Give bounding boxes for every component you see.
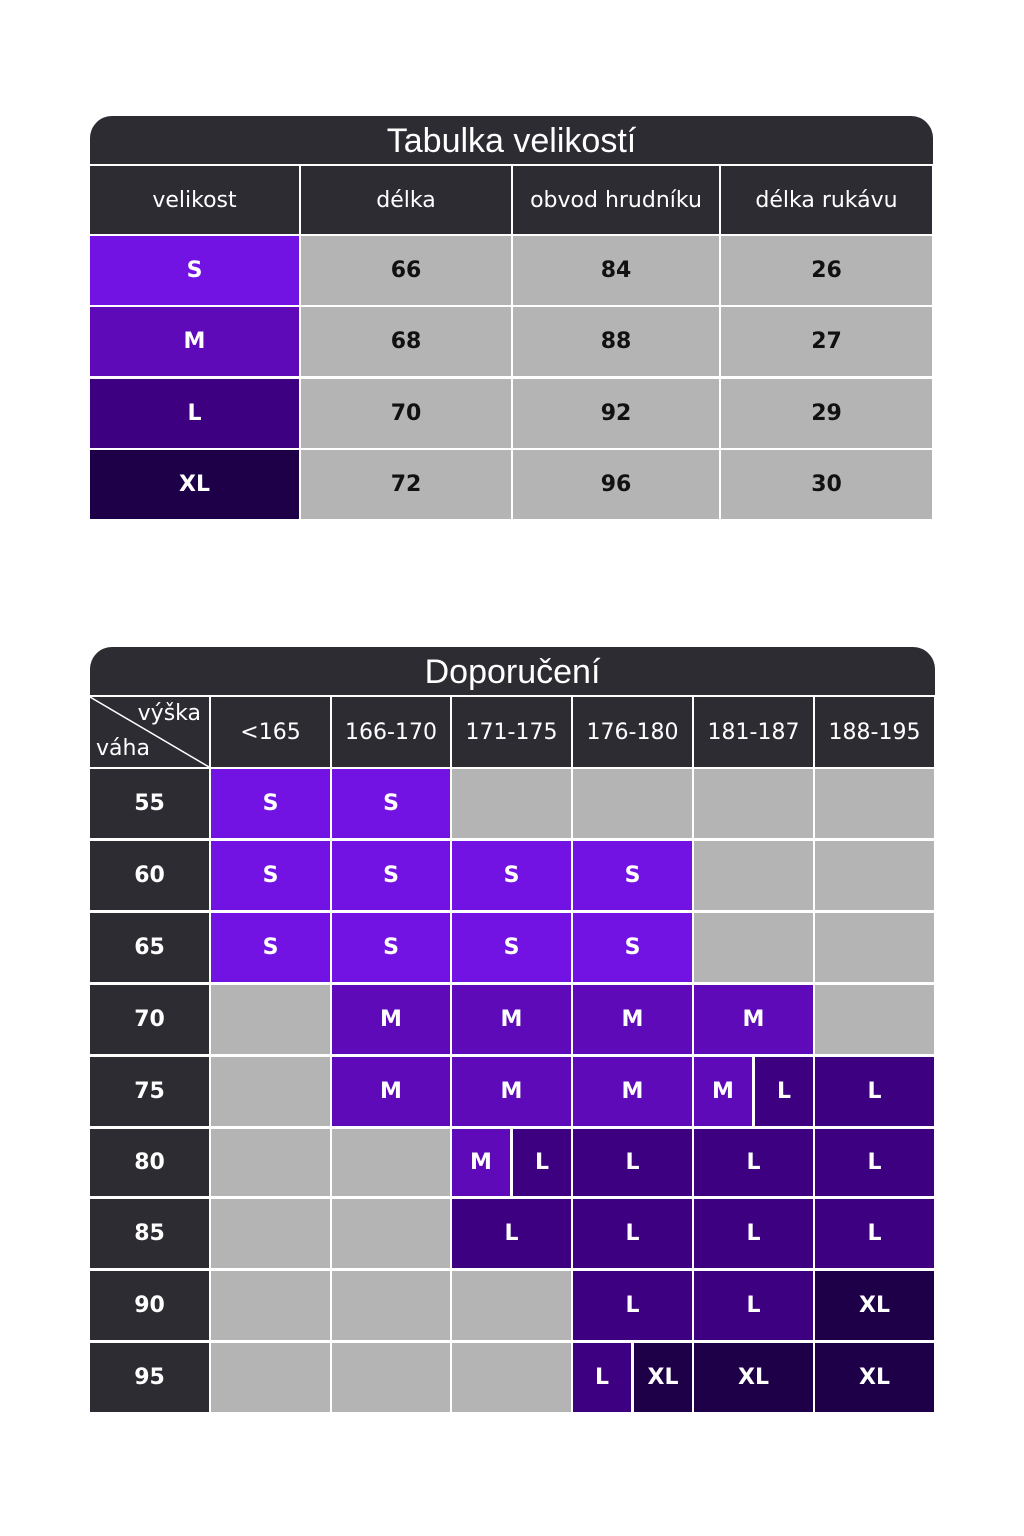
recommendation-cell: M	[452, 985, 571, 1054]
recommendation-cell: L	[452, 1199, 571, 1268]
weight-label-cell: 85	[90, 1199, 209, 1268]
recommendation-empty-cell	[332, 1129, 450, 1196]
size-table-value-cell: 84	[513, 236, 719, 305]
size-table-header-2: obvod hrudníku	[513, 166, 719, 234]
recommendation-cell: M	[573, 1057, 692, 1126]
height-header-5: 188-195	[815, 697, 934, 767]
recommendation-cell: L	[815, 1199, 934, 1268]
recommendation-split-part: M	[694, 1057, 752, 1126]
size-table-value-cell: 66	[301, 236, 511, 305]
recommendation-empty-cell	[211, 1343, 330, 1412]
recommendation-empty-cell	[211, 1271, 330, 1340]
recommendation-cell: L	[573, 1129, 692, 1196]
recommendation-empty-cell	[815, 913, 934, 982]
recommendation-split-cell	[573, 1343, 692, 1412]
height-header-2: 171-175	[452, 697, 571, 767]
weight-label-cell: 95	[90, 1343, 209, 1412]
size-table-value-cell: 88	[513, 307, 719, 376]
recommendation-empty-cell	[815, 985, 934, 1054]
recommendation-cell: L	[815, 1057, 934, 1126]
weight-label-cell: 55	[90, 769, 209, 838]
recommendation-cell: L	[573, 1271, 692, 1340]
height-header-3: 176-180	[573, 697, 692, 767]
recommendation-split-part: L	[513, 1129, 571, 1196]
recommendation-cell: S	[211, 841, 330, 910]
recommendation-cell: S	[452, 841, 571, 910]
size-table-title: Tabulka velikostí	[90, 116, 933, 164]
size-table-value-cell: 30	[721, 450, 932, 519]
recommendation-split-part: L	[755, 1057, 813, 1126]
recommendation-split-part: L	[573, 1343, 631, 1412]
weight-label-cell: 90	[90, 1271, 209, 1340]
recommendation-cell: L	[694, 1271, 813, 1340]
size-label-cell: S	[90, 236, 299, 305]
recommendation-split-part: XL	[634, 1343, 692, 1412]
recommendation-cell: L	[694, 1129, 813, 1196]
height-header-4: 181-187	[694, 697, 813, 767]
size-table-value-cell: 72	[301, 450, 511, 519]
recommendation-empty-cell	[332, 1199, 450, 1268]
recommendation-empty-cell	[815, 769, 934, 838]
recommendation-empty-cell	[211, 1129, 330, 1196]
recommendation-cell: M	[332, 1057, 450, 1126]
recommendation-cell: S	[211, 769, 330, 838]
size-table-header-0: velikost	[90, 166, 299, 234]
size-table-value-cell: 29	[721, 379, 932, 448]
recommendation-cell: L	[694, 1199, 813, 1268]
recommendation-empty-cell	[694, 841, 813, 910]
height-header-1: 166-170	[332, 697, 450, 767]
recommendation-cell: S	[452, 913, 571, 982]
corner-weight-label: váha	[96, 736, 150, 761]
size-table-value-cell: 70	[301, 379, 511, 448]
recommendation-title: Doporučení	[90, 647, 935, 695]
recommendation-cell: S	[573, 841, 692, 910]
recommendation-cell: S	[211, 913, 330, 982]
size-table-header-3: délka rukávu	[721, 166, 932, 234]
size-table-value-cell: 68	[301, 307, 511, 376]
corner-height-label: výška	[137, 701, 201, 726]
recommendation-cell: S	[332, 913, 450, 982]
size-table-value-cell: 92	[513, 379, 719, 448]
recommendation-empty-cell	[452, 1343, 571, 1412]
weight-label-cell: 60	[90, 841, 209, 910]
recommendation-cell: M	[694, 985, 813, 1054]
recommendation-empty-cell	[694, 913, 813, 982]
size-table-value-cell: 27	[721, 307, 932, 376]
weight-label-cell: 80	[90, 1129, 209, 1196]
recommendation-cell: M	[573, 985, 692, 1054]
recommendation-empty-cell	[573, 769, 692, 838]
recommendation-cell: M	[332, 985, 450, 1054]
size-label-cell: L	[90, 379, 299, 448]
recommendation-split-part: M	[452, 1129, 510, 1196]
recommendation-cell: XL	[815, 1271, 934, 1340]
recommendation-cell: M	[452, 1057, 571, 1126]
height-weight-corner	[90, 697, 209, 767]
recommendation-cell: S	[332, 841, 450, 910]
recommendation-split-cell	[452, 1129, 571, 1196]
recommendation-empty-cell	[211, 1199, 330, 1268]
recommendation-cell: L	[815, 1129, 934, 1196]
recommendation-empty-cell	[211, 985, 330, 1054]
recommendation-cell: XL	[815, 1343, 934, 1412]
recommendation-cell: L	[573, 1199, 692, 1268]
height-header-0: <165	[211, 697, 330, 767]
weight-label-cell: 70	[90, 985, 209, 1054]
recommendation-empty-cell	[452, 1271, 571, 1340]
size-label-cell: M	[90, 307, 299, 376]
weight-label-cell: 75	[90, 1057, 209, 1126]
recommendation-empty-cell	[332, 1343, 450, 1412]
recommendation-empty-cell	[694, 769, 813, 838]
recommendation-cell: XL	[694, 1343, 813, 1412]
recommendation-empty-cell	[332, 1271, 450, 1340]
recommendation-empty-cell	[815, 841, 934, 910]
size-table-value-cell: 96	[513, 450, 719, 519]
recommendation-empty-cell	[211, 1057, 330, 1126]
recommendation-cell: S	[332, 769, 450, 838]
size-table-header-1: délka	[301, 166, 511, 234]
recommendation-split-cell	[694, 1057, 813, 1126]
size-label-cell: XL	[90, 450, 299, 519]
weight-label-cell: 65	[90, 913, 209, 982]
recommendation-empty-cell	[452, 769, 571, 838]
size-table-value-cell: 26	[721, 236, 932, 305]
recommendation-cell: S	[573, 913, 692, 982]
